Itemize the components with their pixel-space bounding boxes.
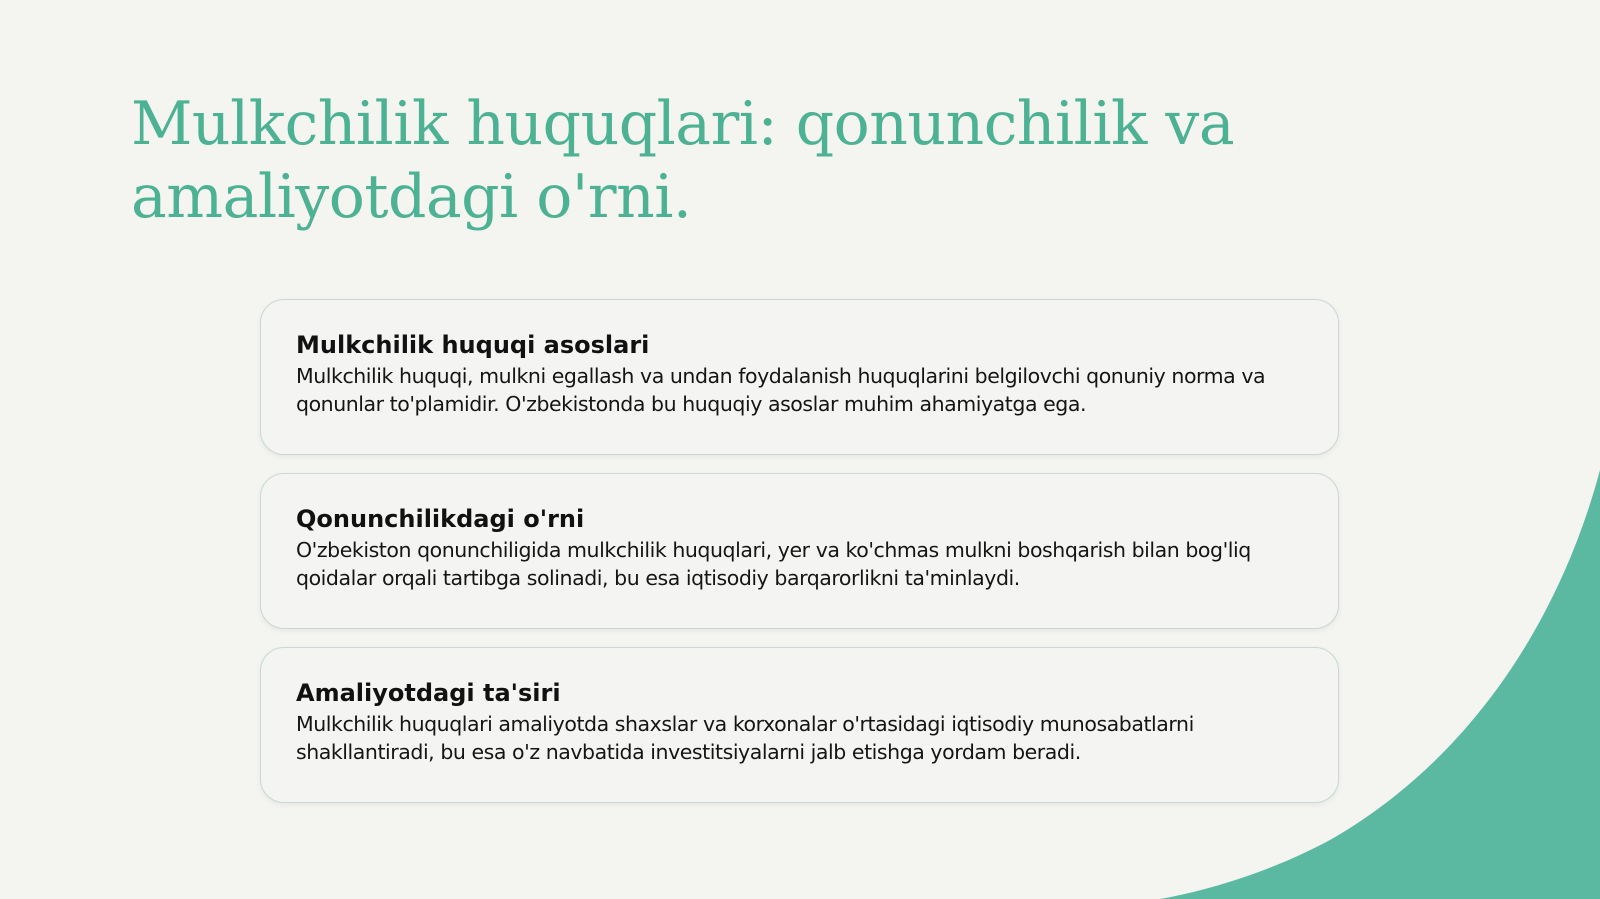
card-text: Mulkchilik huquqlari amaliyotda shaxslar va korxonalar o'rtasidagi iqtisodiy munosabatlarni shakllantiradi, bu esa o'z navbatida investitsiyalarni jalb etishga yordam beradi.	[296, 712, 1194, 764]
card-legal-basis	[260, 299, 1339, 455]
card-text: Mulkchilik huquqi, mulkni egallash va undan foydalanish huquqlarini belgilovchi qonuniy norma va qonunlar to'plamidir. O'zbekistonda bu huquqiy asoslar muhim ahamiyatga ega.	[296, 364, 1266, 416]
card-legislation-role	[260, 473, 1339, 629]
card-title: Mulkchilik huquqi asoslari	[296, 331, 650, 359]
card-practical-impact	[260, 647, 1339, 803]
card-title: Amaliyotdagi ta'siri	[296, 679, 561, 707]
slide-title: Mulkchilik huquqlari: qonunchilik va amaliyotdagi o'rni.	[131, 89, 1235, 232]
card-text: O'zbekiston qonunchiligida mulkchilik huquqlari, yer va ko'chmas mulkni boshqarish bilan bog'liq qoidalar orqali tartibga solinadi, bu esa iqtisodiy barqarorlikni ta'minlaydi.	[296, 538, 1251, 590]
card-list	[260, 299, 1339, 821]
card-title: Qonunchilikdagi o'rni	[296, 505, 585, 533]
